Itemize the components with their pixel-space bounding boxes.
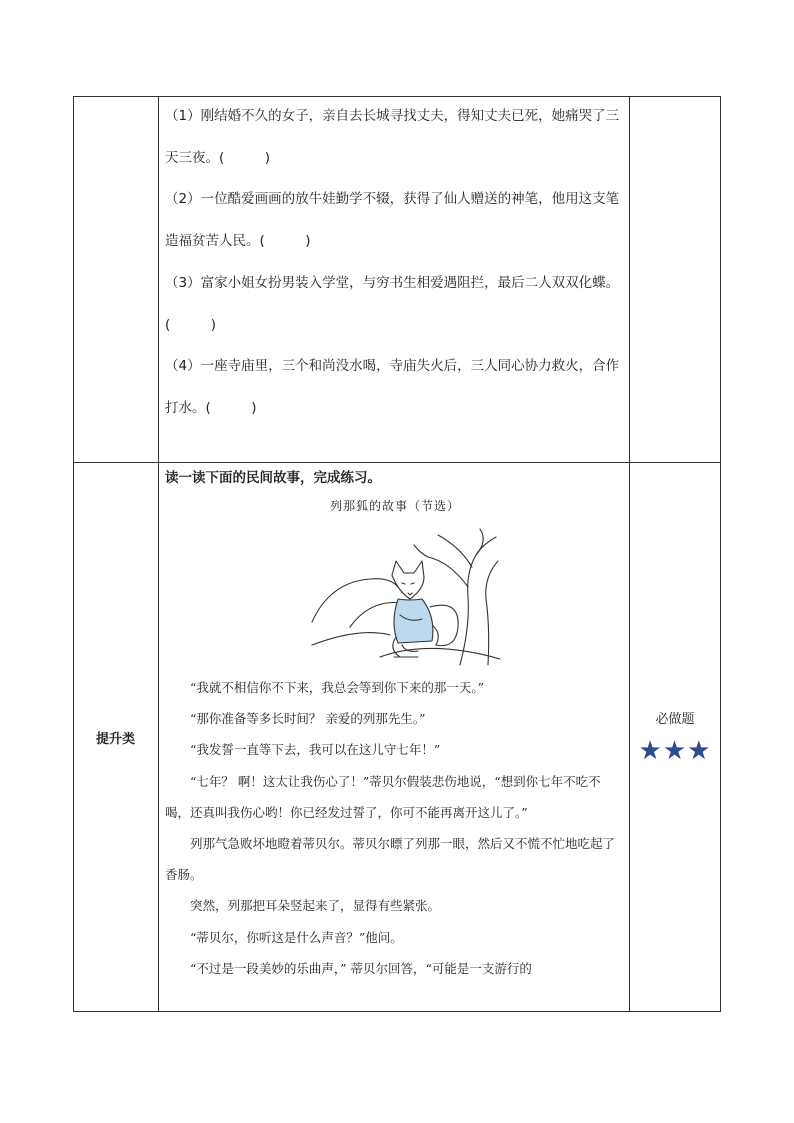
question-2: （2）一位酷爱画画的放牛娃勤学不辍，获得了仙人赠送的神笔，他用这支笔造福贫苦人民。( ) [165, 191, 620, 249]
row-divider [74, 462, 720, 463]
star-rating: ★★★ [638, 736, 712, 766]
category-label: 提升类 [95, 732, 135, 747]
story-title: 列那狐的故事（节选） [329, 499, 460, 513]
story-paragraph: 列那气急败坏地瞪着蒂贝尔。蒂贝尔瞟了列那一眼，然后又不慌不忙地吃起了香肠。 [165, 836, 616, 883]
fox-tail [430, 605, 458, 645]
story-paragraph: “我发誓一直等下去，我可以在这儿守七年！” [190, 742, 441, 758]
story-paragraph: “七年？ 啊！这太让我伤心了！”蒂贝尔假装悲伤地说，“想到你七年不吃不喝，还真叫我伤心哟！你已经发过誓了，你可不能再离开这儿了。” [165, 773, 601, 820]
fox-robe [394, 599, 433, 643]
story-paragraph: “蒂贝尔，你听这是什么声音？”他问。 [190, 929, 403, 945]
column-divider [629, 97, 630, 1011]
fox-illustration [310, 527, 505, 667]
difficulty-label: 必做题 [655, 712, 695, 727]
story-paragraph: 突然，列那把耳朵竖起来了，显得有些紧张。 [190, 898, 441, 914]
story-text [165, 672, 625, 984]
question-4: （4）一座寺庙里，三个和尚没水喝，寺庙失火后，三人同心协力救火，合作打水。( ) [165, 358, 620, 416]
question-3: （3）富家小姐女扮男装入学堂，与穷书生相爱遇阻拦，最后二人双双化蝶。( ) [165, 275, 620, 333]
story-paragraph: “不过是一段美妙的乐曲声，” 蒂贝尔回答，“可能是一支游行的 [190, 960, 532, 976]
column-divider [158, 97, 159, 1011]
question-1: （1）刚结婚不久的女子，亲自去长城寻找丈夫，得知丈夫已死，她痛哭了三天三夜。( ) [165, 108, 620, 166]
instruction: 读一读下面的民间故事，完成练习。 [165, 470, 381, 486]
story-paragraph: “那你准备等多长时间？ 亲爱的列那先生。” [190, 711, 426, 727]
story-paragraph: “我就不相信你不下来，我总会等到你下来的那一天。” [190, 680, 485, 695]
